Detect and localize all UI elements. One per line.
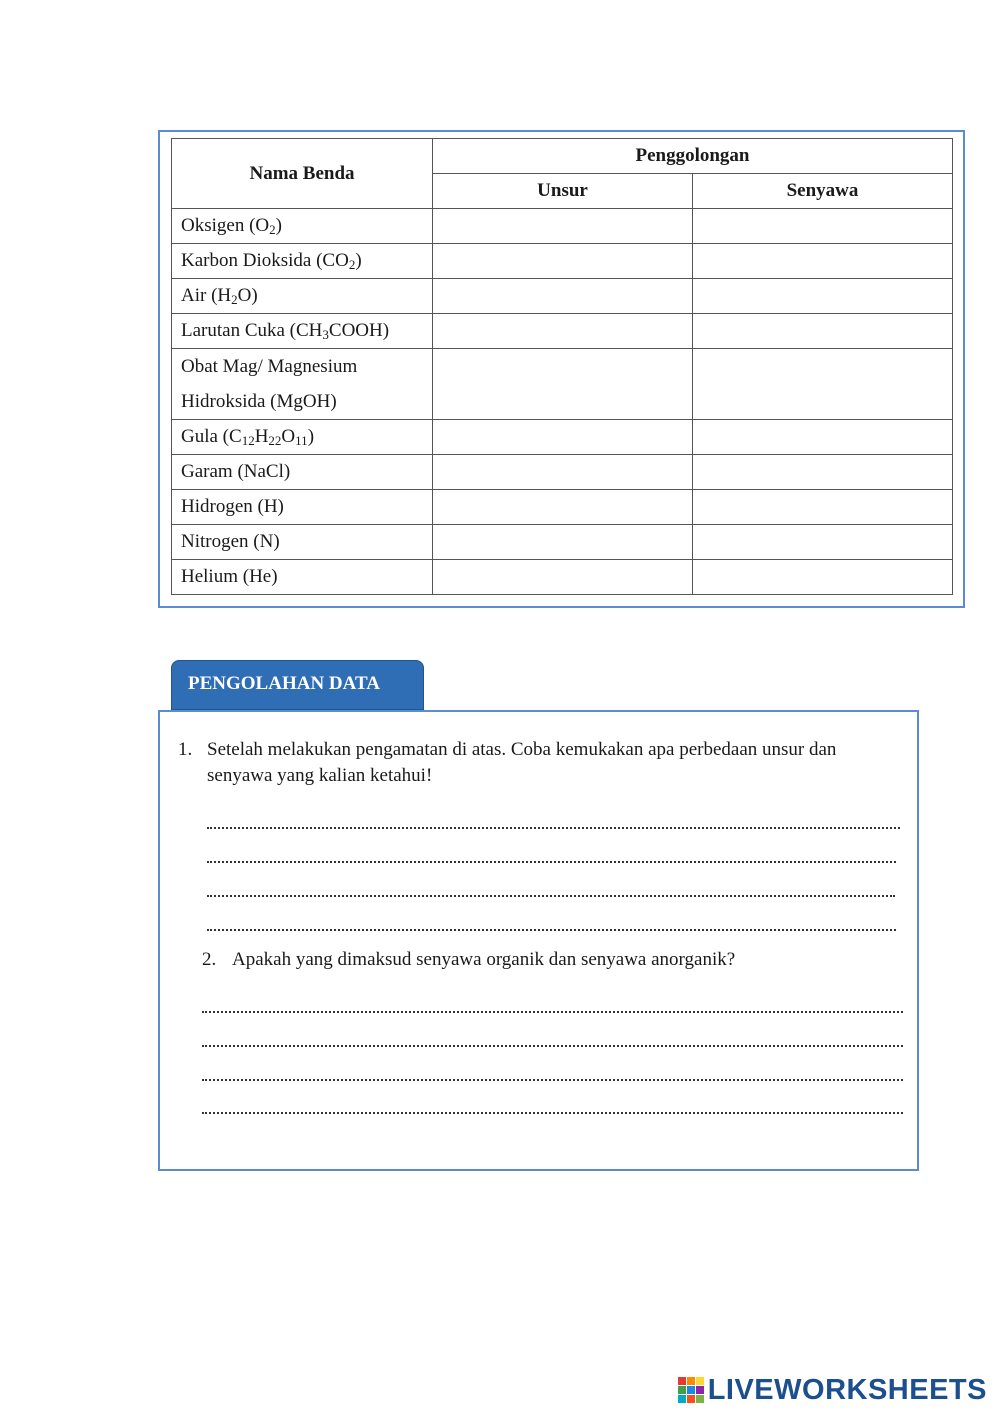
row-label: Nitrogen (N) (172, 525, 433, 560)
header-penggolongan: Penggolongan (433, 139, 953, 174)
unsur-cell[interactable] (433, 349, 693, 420)
question-1-line-2: senyawa yang kalian ketahui! (207, 765, 433, 786)
row-label: Gula $(C_{12}H_{22}O_{11})$ (172, 420, 433, 455)
question-2-number: 2. (202, 949, 217, 970)
row-label: Air $(H_2O)$ (172, 279, 433, 314)
logo-square (687, 1395, 695, 1403)
answer-line[interactable] (207, 827, 900, 829)
table-row (172, 279, 953, 314)
table-row (172, 490, 953, 525)
classification-table (171, 138, 953, 595)
senyawa-cell[interactable] (693, 279, 953, 314)
senyawa-cell[interactable] (693, 455, 953, 490)
answer-line[interactable] (207, 895, 895, 897)
logo-square (678, 1395, 686, 1403)
table-row (172, 244, 953, 279)
header-senyawa: Senyawa (693, 174, 953, 209)
row-label: Obat Mag/ Magnesium Hidroksida (MgOH) (172, 349, 433, 420)
row-label: Karbon Dioksida $(CO_2)$ (172, 244, 433, 279)
unsur-cell[interactable] (433, 560, 693, 595)
unsur-cell[interactable] (433, 490, 693, 525)
table-row (172, 314, 953, 349)
unsur-cell[interactable] (433, 279, 693, 314)
answer-line[interactable] (202, 1011, 903, 1013)
logo-square (696, 1395, 704, 1403)
logo-square (696, 1377, 704, 1385)
senyawa-cell[interactable] (693, 314, 953, 349)
table-row (172, 349, 953, 420)
answer-line[interactable] (207, 929, 896, 931)
row-label: Garam (NaCl) (172, 455, 433, 490)
logo-square (687, 1386, 695, 1394)
row-label: Helium (He) (172, 560, 433, 595)
question-1-line-1: Setelah melakukan pengamatan di atas. Coba kemukakan apa perbedaan unsur dan (207, 739, 837, 760)
logo-grid-icon (678, 1377, 704, 1403)
row-label: Hidrogen (H) (172, 490, 433, 525)
answer-line[interactable] (202, 1045, 903, 1047)
senyawa-cell[interactable] (693, 420, 953, 455)
table-row (172, 420, 953, 455)
senyawa-cell[interactable] (693, 490, 953, 525)
logo-square (678, 1377, 686, 1385)
logo-square (696, 1386, 704, 1394)
unsur-cell[interactable] (433, 455, 693, 490)
logo-square (678, 1386, 686, 1394)
unsur-cell[interactable] (433, 209, 693, 244)
row-label: Oksigen $(O_2)$ (172, 209, 433, 244)
table-row (172, 209, 953, 244)
senyawa-cell[interactable] (693, 244, 953, 279)
senyawa-cell[interactable] (693, 560, 953, 595)
senyawa-cell[interactable] (693, 525, 953, 560)
table-row (172, 560, 953, 595)
question-2-text: Apakah yang dimaksud senyawa organik dan senyawa anorganik? (232, 949, 736, 970)
section-tab: PENGOLAHAN DATA (171, 660, 424, 710)
answer-line[interactable] (207, 861, 896, 863)
logo-square (687, 1377, 695, 1385)
unsur-cell[interactable] (433, 314, 693, 349)
unsur-cell[interactable] (433, 420, 693, 455)
senyawa-cell[interactable] (693, 349, 953, 420)
row-label: Larutan Cuka $(CH_3COOH)$ (172, 314, 433, 349)
senyawa-cell[interactable] (693, 209, 953, 244)
logo-text: LIVEWORKSHEETS (707, 1373, 987, 1406)
unsur-cell[interactable] (433, 525, 693, 560)
answer-line[interactable] (202, 1112, 903, 1114)
header-nama-benda: Nama Benda (172, 139, 433, 209)
header-unsur: Unsur (433, 174, 693, 209)
table-row (172, 525, 953, 560)
table-row (172, 455, 953, 490)
question-1-number: 1. (178, 739, 193, 760)
unsur-cell[interactable] (433, 244, 693, 279)
answer-line[interactable] (202, 1079, 903, 1081)
liveworksheets-logo[interactable] (678, 1374, 987, 1406)
